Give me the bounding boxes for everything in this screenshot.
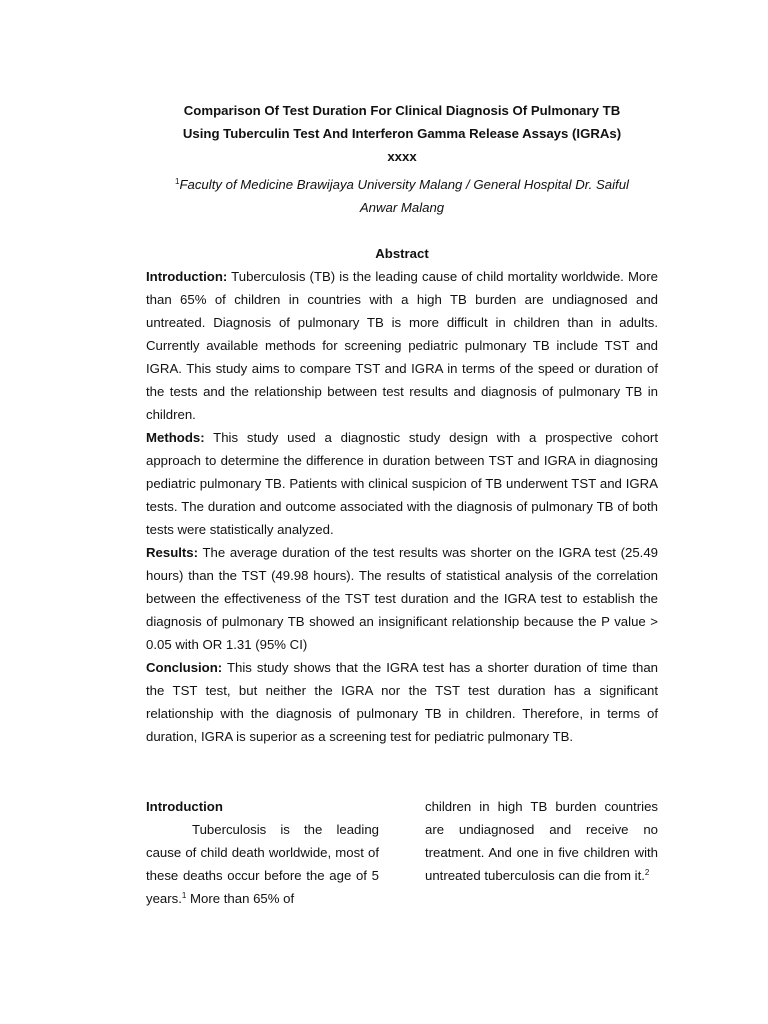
paper-title: [146, 99, 658, 168]
introduction-left-text: Tuberculosis is the leading cause of child death worldwide, most of these deaths occur before the age of 5 years.: [146, 822, 379, 906]
abstract-results-label: Results:: [146, 545, 199, 560]
abstract-methods: [146, 426, 658, 541]
introduction-paragraph-right: [425, 795, 658, 887]
introduction-paragraph-left: [146, 818, 379, 910]
abstract-heading: Abstract: [375, 246, 429, 261]
introduction-left-tail: More than 65% of: [186, 891, 295, 906]
abstract-introduction: [146, 265, 658, 426]
affiliation-marker: 1: [175, 177, 180, 186]
abstract-results: [146, 541, 658, 656]
abstract-conclusion-label: Conclusion:: [146, 660, 223, 675]
citation-ref-1: 1: [181, 891, 187, 900]
abstract-methods-text: This study used a diagnostic study design with a prospective cohort approach to determine the difference in duration between TST and IGRA in diagnosing pediatric pulmonary TB. Patients with clinical suspicion of TB underwent TST and IGRA tests. The duration and outcome associated with the diagnosis of pulmonary TB of both tests were statistically analyzed.: [146, 430, 658, 537]
introduction-right-text: children in high TB burden countries are undiagnosed and receive no treatment. And one in five children with untreated tuberculosis can die from it.: [425, 799, 658, 883]
title-line-1: Comparison Of Test Duration For Clinical Diagnosis Of Pulmonary TB: [183, 103, 621, 118]
abstract-body: [146, 265, 658, 748]
title-line-2: Using Tuberculin Test And Interferon Gamma Release Assays (IGRAs): [182, 126, 622, 141]
introduction-column-right: [425, 795, 658, 887]
author-name: xxxx: [387, 149, 417, 164]
abstract-methods-label: Methods:: [146, 430, 205, 445]
citation-ref-2: 2: [644, 868, 650, 877]
affiliation-line-2: Anwar Malang: [359, 200, 445, 215]
abstract-results-text: The average duration of the test results was shorter on the IGRA test (25.49 hours) than the TST (49.98 hours). The results of statistical analysis of the correlation between the effectiveness of the TST test duration and the IGRA test to establish the diagnosis of pulmonary TB showed an insignificant relationship because the P value > 0.05 with OR 1.31 (95% CI): [146, 545, 658, 652]
abstract-introduction-text: Tuberculosis (TB) is the leading cause of child mortality worldwide. More than 65% of children in countries with a high TB burden are undiagnosed and untreated. Diagnosis of pulmonary TB is more difficult in children than in adults. Currently available methods for screening pediatric pulmonary TB include TST and IGRA. This study aims to compare TST and IGRA in terms of the speed or duration of the tests and the relationship between test results and diagnosis of pulmonary TB in children.: [146, 269, 658, 422]
affiliation: [146, 173, 658, 219]
affiliation-line-1: Faculty of Medicine Brawijaya University Malang / General Hospital Dr. Saiful: [179, 177, 629, 192]
abstract-introduction-label: Introduction:: [146, 269, 228, 284]
introduction-heading: Introduction: [146, 799, 223, 814]
abstract-conclusion: [146, 656, 658, 748]
abstract-conclusion-text: This study shows that the IGRA test has a shorter duration of time than the TST test, but neither the IGRA nor the TST test duration has a significant relationship with the diagnosis of pulmonary TB in children. Therefore, in terms of duration, IGRA is superior as a screening test for pediatric pulmonary TB.: [146, 660, 658, 744]
introduction-column-left: [146, 795, 379, 910]
